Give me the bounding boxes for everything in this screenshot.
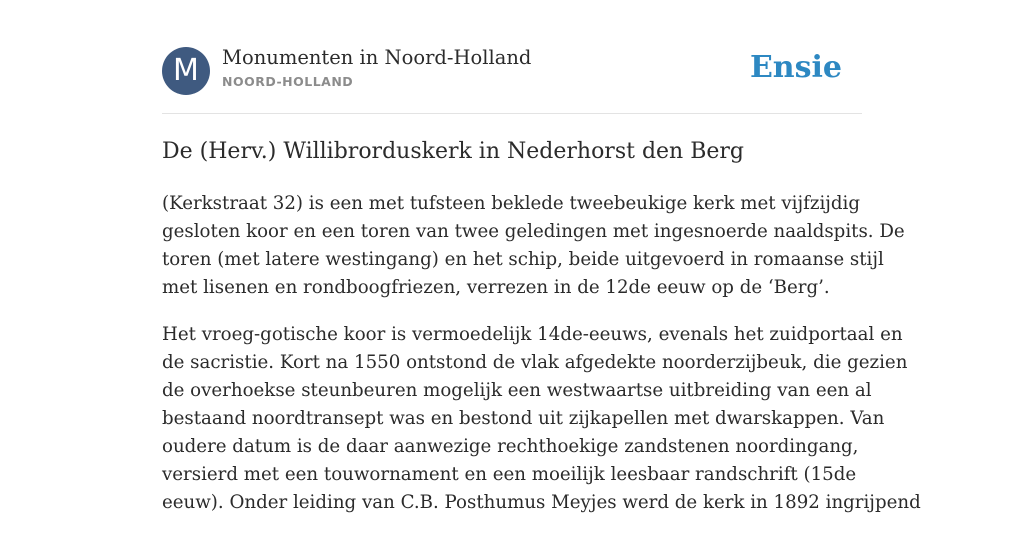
paragraph-1 [162, 190, 905, 302]
site-title[interactable]: Monumenten in Noord-Holland [222, 46, 532, 69]
site-header [162, 0, 862, 114]
page-container [162, 0, 921, 513]
text-line: met lisenen en rondboogfriezen, verrezen in de 12de eeuw op de ‘Berg’. [162, 277, 830, 298]
site-subtitle[interactable]: NOORD-HOLLAND [222, 74, 354, 89]
text-line: oudere datum is de daar aanwezige rechthoekige zandstenen noordingang, [162, 436, 859, 457]
article-body [162, 190, 921, 536]
text-line: gesloten koor en een toren van twee geledingen met ingesnoerde naaldspits. De [162, 221, 905, 242]
article-title: De (Herv.) Willibrorduskerk in Nederhorst den Berg [162, 139, 745, 164]
text-line: bestaand noordtransept was en bestond uit zijkapellen met dwarskappen. Van [162, 408, 885, 429]
text-line: de sacristie. Kort na 1550 ontstond de vlak afgedekte noorderzijbeuk, die gezien [162, 352, 908, 373]
text-line: Het vroeg-gotische koor is vermoedelijk 14de-eeuws, evenals het zuidportaal en [162, 324, 903, 345]
text-line: toren (met latere westingang) en het schip, beide uitgevoerd in romaanse stijl [162, 249, 884, 270]
text-line: de overhoekse steunbeuren mogelijk een westwaartse uitbreiding van een al [162, 380, 872, 401]
text-line: (Kerkstraat 32) is een met tufsteen beklede tweebeukige kerk met vijfzijdig [162, 193, 860, 214]
text-line: eeuw). Onder leiding van C.B. Posthumus Meyjes werd de kerk in 1892 ingrijpend [162, 492, 921, 513]
brand-logo[interactable]: Ensie [749, 50, 842, 85]
paragraph-2 [162, 321, 921, 517]
avatar[interactable]: M [162, 47, 210, 95]
text-line: versierd met een touwornament en een moeilijk leesbaar randschrift (15de [162, 464, 857, 485]
